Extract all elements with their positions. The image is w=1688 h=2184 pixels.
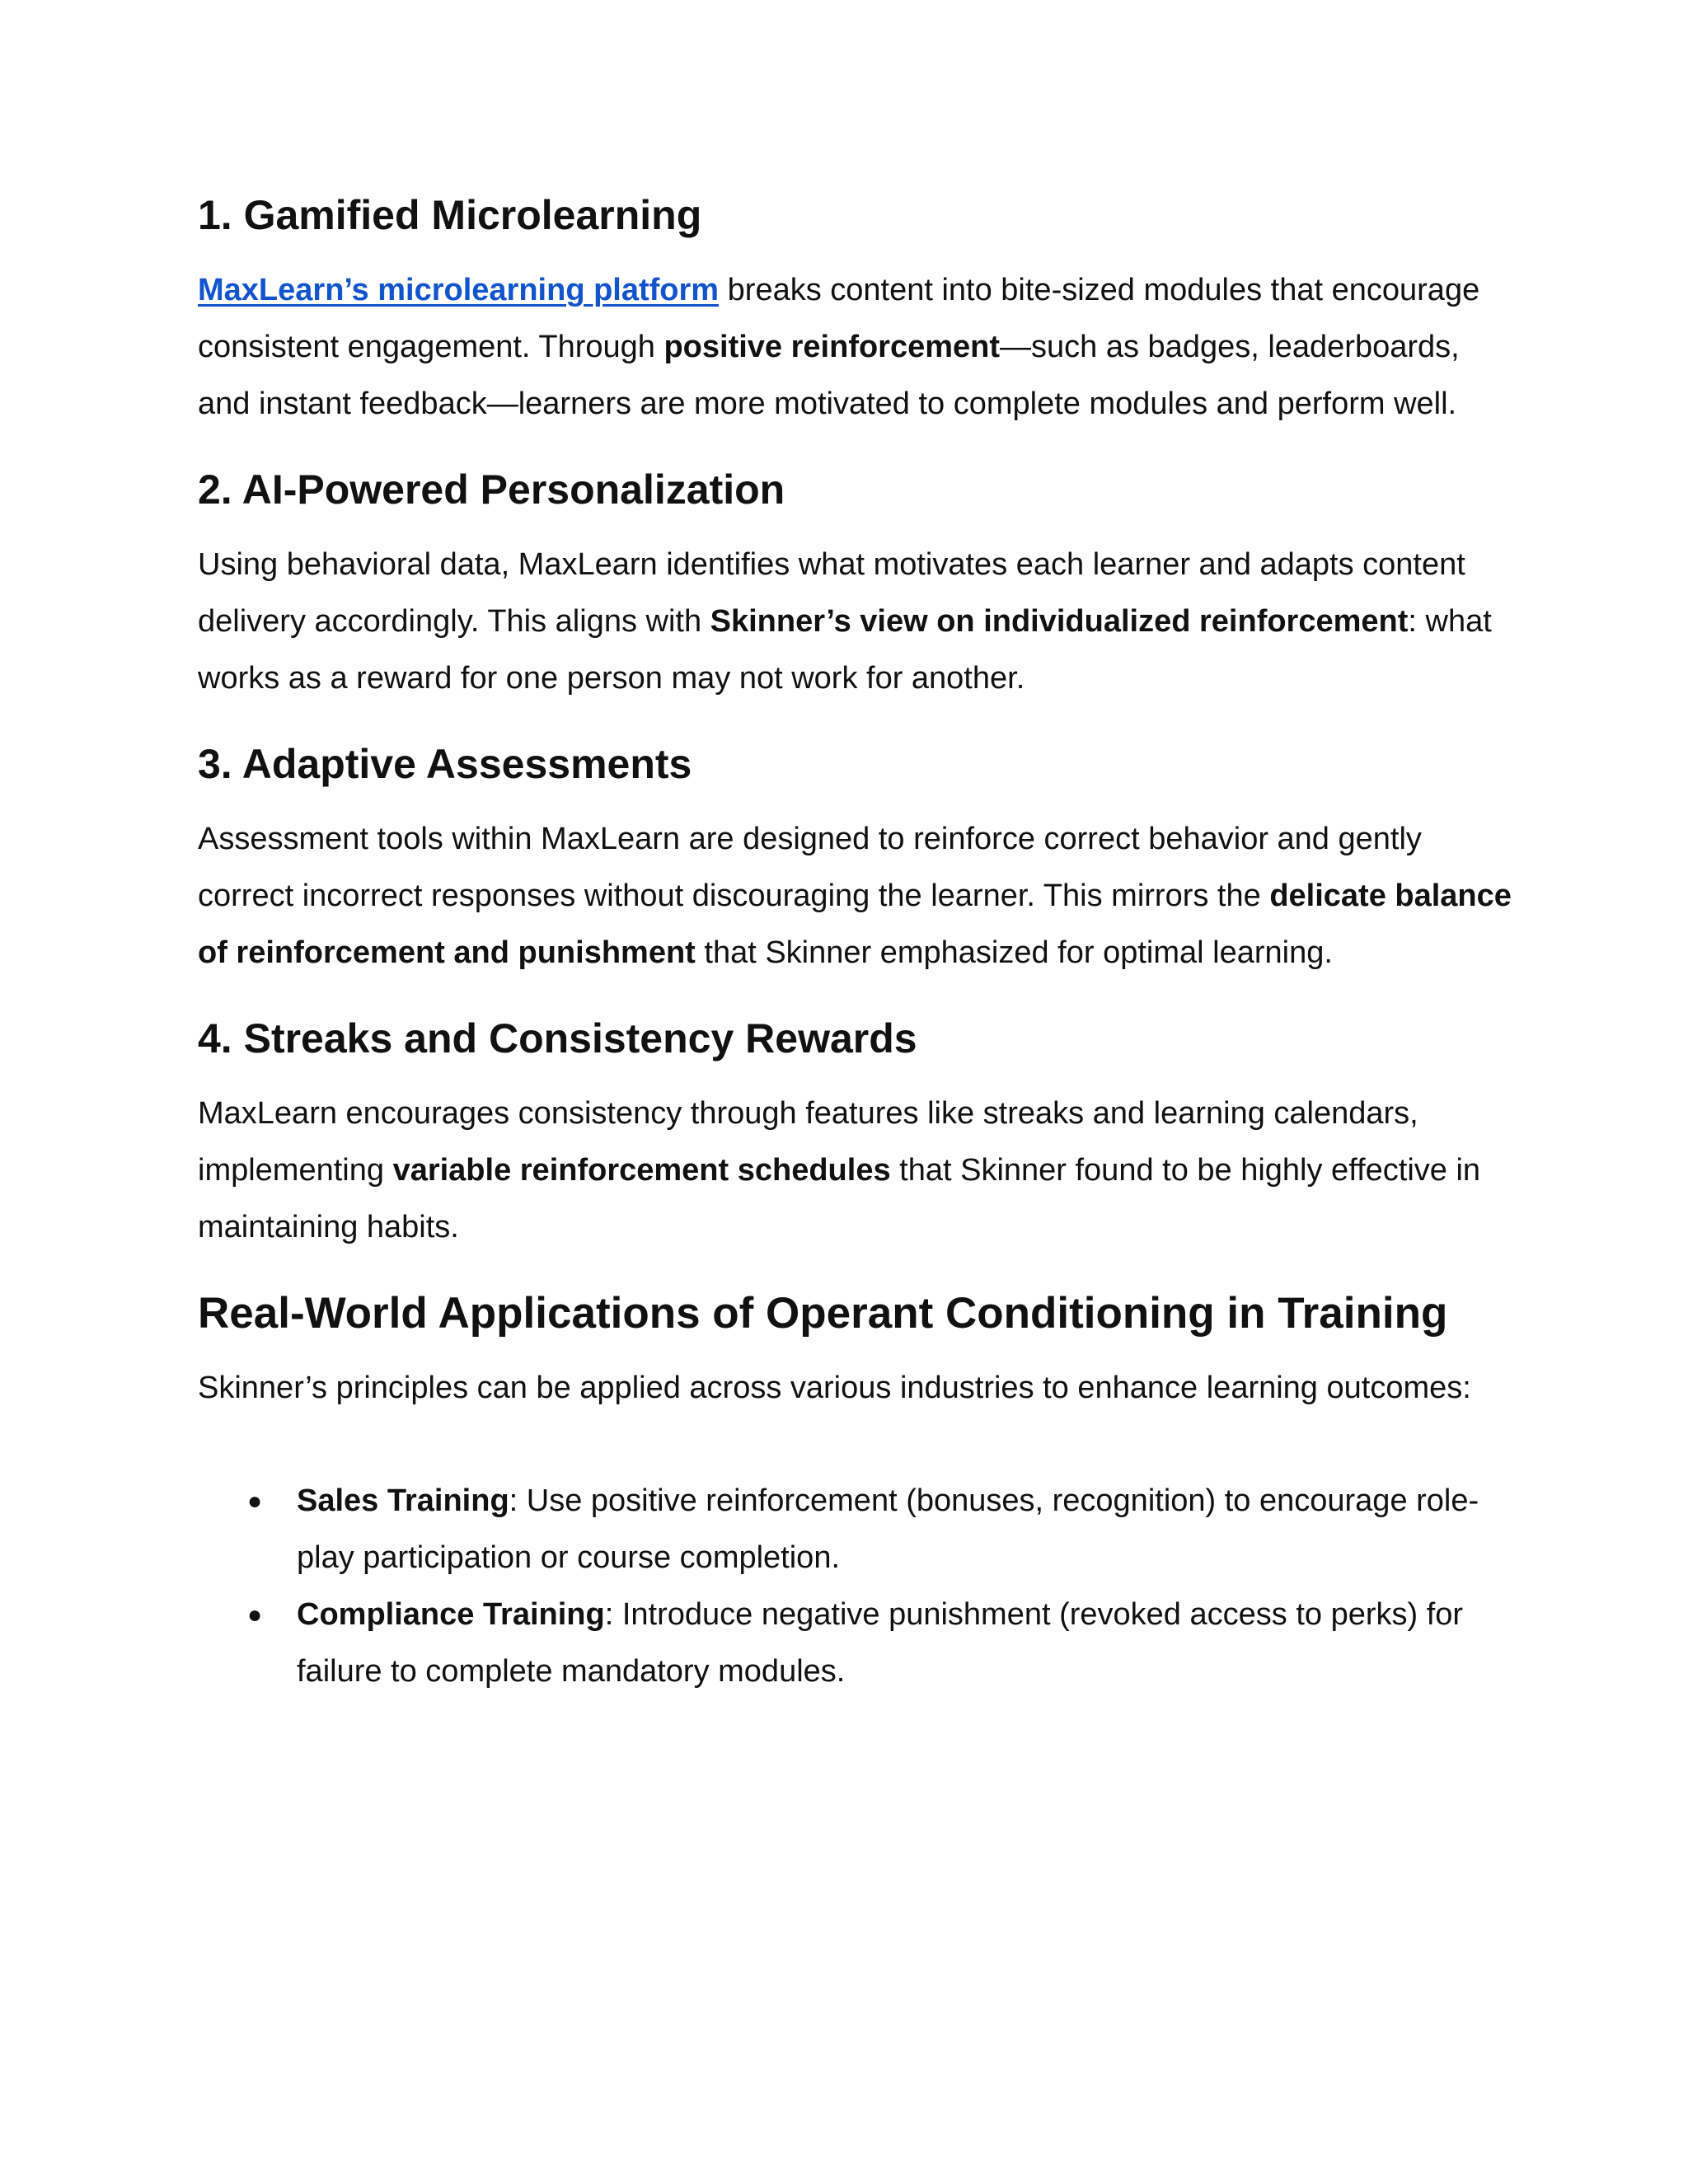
section-paragraph xyxy=(198,811,1517,982)
bullet-icon: ● xyxy=(247,1488,263,1515)
section-streaks-rewards xyxy=(198,1013,1517,1256)
bold-phrase: positive reinforcement xyxy=(663,330,1001,364)
bullet-label: Sales Training xyxy=(297,1483,509,1518)
bullet-text: : Introduce negative punishment (revoked access to perks) for failure to complete mandatory modules. xyxy=(297,1597,1464,1689)
paragraph-text: Using behavioral data, MaxLearn identifies what motivates each learner and adapts content delivery accordingly. This aligns with xyxy=(198,547,1465,639)
list-item xyxy=(198,1586,1517,1700)
section-gamified-microlearning xyxy=(198,190,1517,433)
paragraph-text: MaxLearn encourages consistency through features like streaks and learning calendars, implementing xyxy=(198,1096,1418,1188)
applications-heading: Real-World Applications of Operant Conditioning in Training xyxy=(198,1289,1448,1338)
bullet-text: : Use positive reinforcement (bonuses, recognition) to encourage role-play participation or course completion. xyxy=(297,1483,1479,1575)
section-heading: 2. AI-Powered Personalization xyxy=(198,466,785,513)
section-paragraph xyxy=(198,262,1517,433)
applications-intro: Skinner’s principles can be applied across various industries to enhance learning outcomes: xyxy=(198,1371,1471,1405)
bullet-label: Compliance Training xyxy=(297,1597,605,1632)
paragraph-text: breaks content into bite-sized modules that encourage consistent engagement. Through xyxy=(198,273,1480,364)
section-heading: 3. Adaptive Assessments xyxy=(198,741,692,787)
document-page xyxy=(198,190,1517,1700)
section-heading: 1. Gamified Microlearning xyxy=(198,192,702,238)
section-ai-personalization xyxy=(198,464,1517,707)
applications-list xyxy=(198,1473,1517,1700)
bold-phrase: variable reinforcement schedules xyxy=(392,1153,891,1188)
section-paragraph xyxy=(198,1085,1517,1256)
bold-phrase: delicate balance of reinforcement and punishment xyxy=(198,879,1512,970)
section-heading: 4. Streaks and Consistency Rewards xyxy=(198,1015,917,1062)
maxlearn-microlearning-link[interactable]: MaxLearn’s microlearning platform xyxy=(198,273,720,307)
paragraph-text: : what works as a reward for one person may not work for another. xyxy=(198,604,1492,696)
section-real-world-applications xyxy=(198,1287,1517,1700)
paragraph-text: Assessment tools within MaxLearn are designed to reinforce correct behavior and gently correct incorrect responses without discouraging the learner. This mirrors the xyxy=(198,822,1422,913)
paragraph-text: —such as badges, leaderboards, and instant feedback—learners are more motivated to complete modules and perform well. xyxy=(198,330,1460,421)
bold-phrase: Skinner’s view on individualized reinforcement xyxy=(710,604,1409,639)
bullet-icon: ● xyxy=(247,1601,263,1629)
paragraph-text: that Skinner found to be highly effective in maintaining habits. xyxy=(198,1153,1481,1244)
paragraph-text: that Skinner emphasized for optimal learning. xyxy=(695,935,1333,970)
section-paragraph xyxy=(198,537,1517,707)
list-item xyxy=(198,1473,1517,1586)
section-adaptive-assessments xyxy=(198,738,1517,982)
